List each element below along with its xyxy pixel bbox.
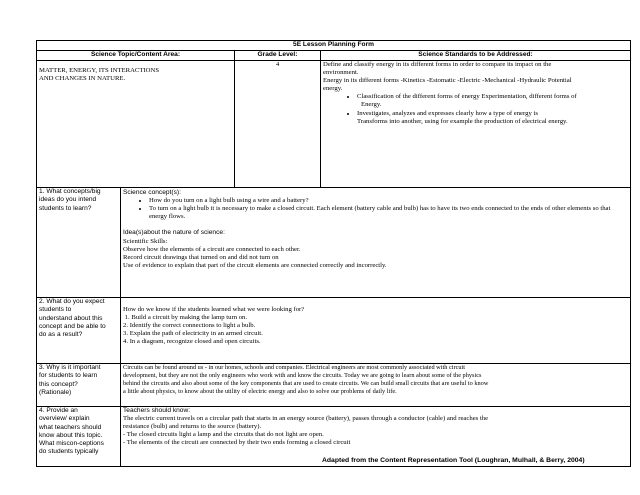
label-line: 4. Provide an	[39, 407, 78, 414]
row-content	[121, 298, 631, 364]
label-line: students to learn?	[39, 204, 92, 212]
label-line: concept and be able to	[39, 322, 106, 330]
form-title: 5E Lesson Planning Form	[37, 41, 631, 51]
teachers-heading: Teachers should know:	[123, 407, 191, 414]
content-line: - The closed circuits light a lamp and the circuits that do not light are open.	[123, 431, 324, 439]
label-line: (Rationale)	[39, 388, 72, 396]
row-label	[37, 188, 121, 298]
label-line: understand about this	[39, 314, 103, 322]
standards-cell	[321, 61, 631, 188]
nature-heading: Idea(s)about the nature of science:	[123, 229, 225, 237]
label-line: ideas do you intend	[39, 196, 97, 204]
standards-line: Energy in its different forms -Kinetics -Estomatic -Electric -Mechanical -Hydraulic Potential	[323, 77, 572, 85]
label-line: 3. Why is it important	[39, 364, 101, 371]
attribution-footer: Adapted from the Content Representation Tool (Loughran, Mulhall, & Berry, 2004)	[322, 457, 585, 464]
topic-header: Science Topic/Content Area:	[37, 51, 235, 61]
grade-value: 4	[275, 61, 280, 68]
title-row	[37, 41, 631, 51]
content-line: a little about physics, to know about the utility of electric energy and also to solve our problems of daily life.	[123, 388, 397, 396]
label-line: do as a result?	[39, 331, 83, 339]
topic-cell	[37, 61, 235, 188]
standards-line: Define and classify energy in its different forms in order to compare its impact on the	[323, 61, 552, 68]
row-concepts	[37, 188, 631, 298]
standards-bullet: • Investigates, analyzes and expresses clearly how a type of energy is	[357, 110, 628, 118]
header-row	[37, 51, 631, 61]
concept-bullet: • How do you turn on a light bulb using a wire and a battery?	[149, 197, 628, 205]
topic-row	[37, 61, 631, 188]
content-line: 1. Build a circuit by making the lamp turn on.	[123, 314, 248, 322]
row-rationale	[37, 364, 631, 407]
nature-line: Observe how the elements of a circuit are connected to each other.	[123, 245, 301, 253]
label-line: What miscon-ceptions	[39, 440, 104, 448]
content-line: behind the circuits and also about some of the key components that are used to create circuits. We can build small circuits that are useful to know	[123, 380, 489, 388]
standards-bullets	[323, 93, 628, 101]
topic-line: MATTER, ENERGY, ITS INTERACTIONS	[39, 67, 160, 74]
concepts-heading: Science concept(s):	[123, 189, 181, 196]
content-line: How do we know if the students learned what we were looking for?	[123, 306, 305, 313]
standards-bullet-cont: Transforms into another, using for example the production of electrical energy.	[357, 117, 568, 125]
label-line: this concept?	[39, 380, 78, 388]
standards-bullet: • Classification of the different forms of energy Experimentation, different forms of	[357, 93, 628, 101]
concept-bullets	[123, 197, 628, 221]
row-label	[37, 298, 121, 364]
content-line: 2. Identify the correct connections to light a bulb.	[123, 322, 256, 330]
label-line: for students to learn	[39, 372, 98, 380]
topic-line: AND CHANGES IN NATURE.	[39, 75, 126, 83]
nature-line: Record circuit drawings that turned on and did not turn on	[123, 253, 279, 261]
label-line: students to	[39, 306, 72, 314]
lesson-plan-form	[36, 40, 630, 467]
standards-header: Science Standards to be Addressed:	[321, 51, 631, 61]
row-label	[37, 407, 121, 467]
nature-line: Use of evidence to explain that part of the circuit elements are connected correctly and incorrectly.	[123, 261, 387, 269]
standards-line: environment.	[323, 69, 359, 77]
label-line: do students typically	[39, 448, 99, 456]
grade-cell	[235, 61, 321, 188]
label-line: know about this topic.	[39, 431, 103, 439]
row-content	[121, 364, 631, 407]
content-line: resistance (bulb) and returns to the source (battery).	[123, 423, 262, 431]
content-line: 4. In a diagram, recognize closed and open circuits.	[123, 338, 261, 346]
label-line: 1. What concepts/big	[39, 188, 101, 195]
label-line: 2. What do you expect	[39, 298, 105, 305]
concept-bullet: • To turn on a light bulb it is necessary to make a closed circuit. Each element (battery cable and bulb) has to have its two ends connected to the ends of other elements so that energy flows.	[149, 205, 628, 221]
label-line: what teachers should	[39, 423, 102, 431]
row-expectations	[37, 298, 631, 364]
content-line: Circuits can be found around us - in our homes, schools and companies. Electrical engineers are most commonly associated with circuit	[123, 364, 466, 371]
lesson-plan-table	[36, 40, 631, 467]
row-content	[121, 188, 631, 298]
row-label	[37, 364, 121, 407]
standards-line: energy.	[323, 85, 343, 93]
content-line: The electric current travels on a circular path that starts in an energy source (battery), passes through a conductor (cable) and reaches the	[123, 415, 489, 423]
content-line: 3. Explain the path of electricity in an armed circuit.	[123, 330, 263, 338]
content-line: development, but they are not the only engineers who work with and know the circuits. Today we are going to learn about some of the physics	[123, 372, 482, 380]
content-line: - The elements of the circuit are connected by their two ends forming a closed circuit	[123, 439, 351, 447]
standards-bullets	[323, 110, 628, 118]
standards-bullet-cont: Energy.	[361, 101, 382, 109]
grade-header: Grade Level:	[235, 51, 321, 61]
nature-line: Scientific Skills:	[123, 237, 168, 245]
label-line: overview/ explain	[39, 415, 90, 423]
